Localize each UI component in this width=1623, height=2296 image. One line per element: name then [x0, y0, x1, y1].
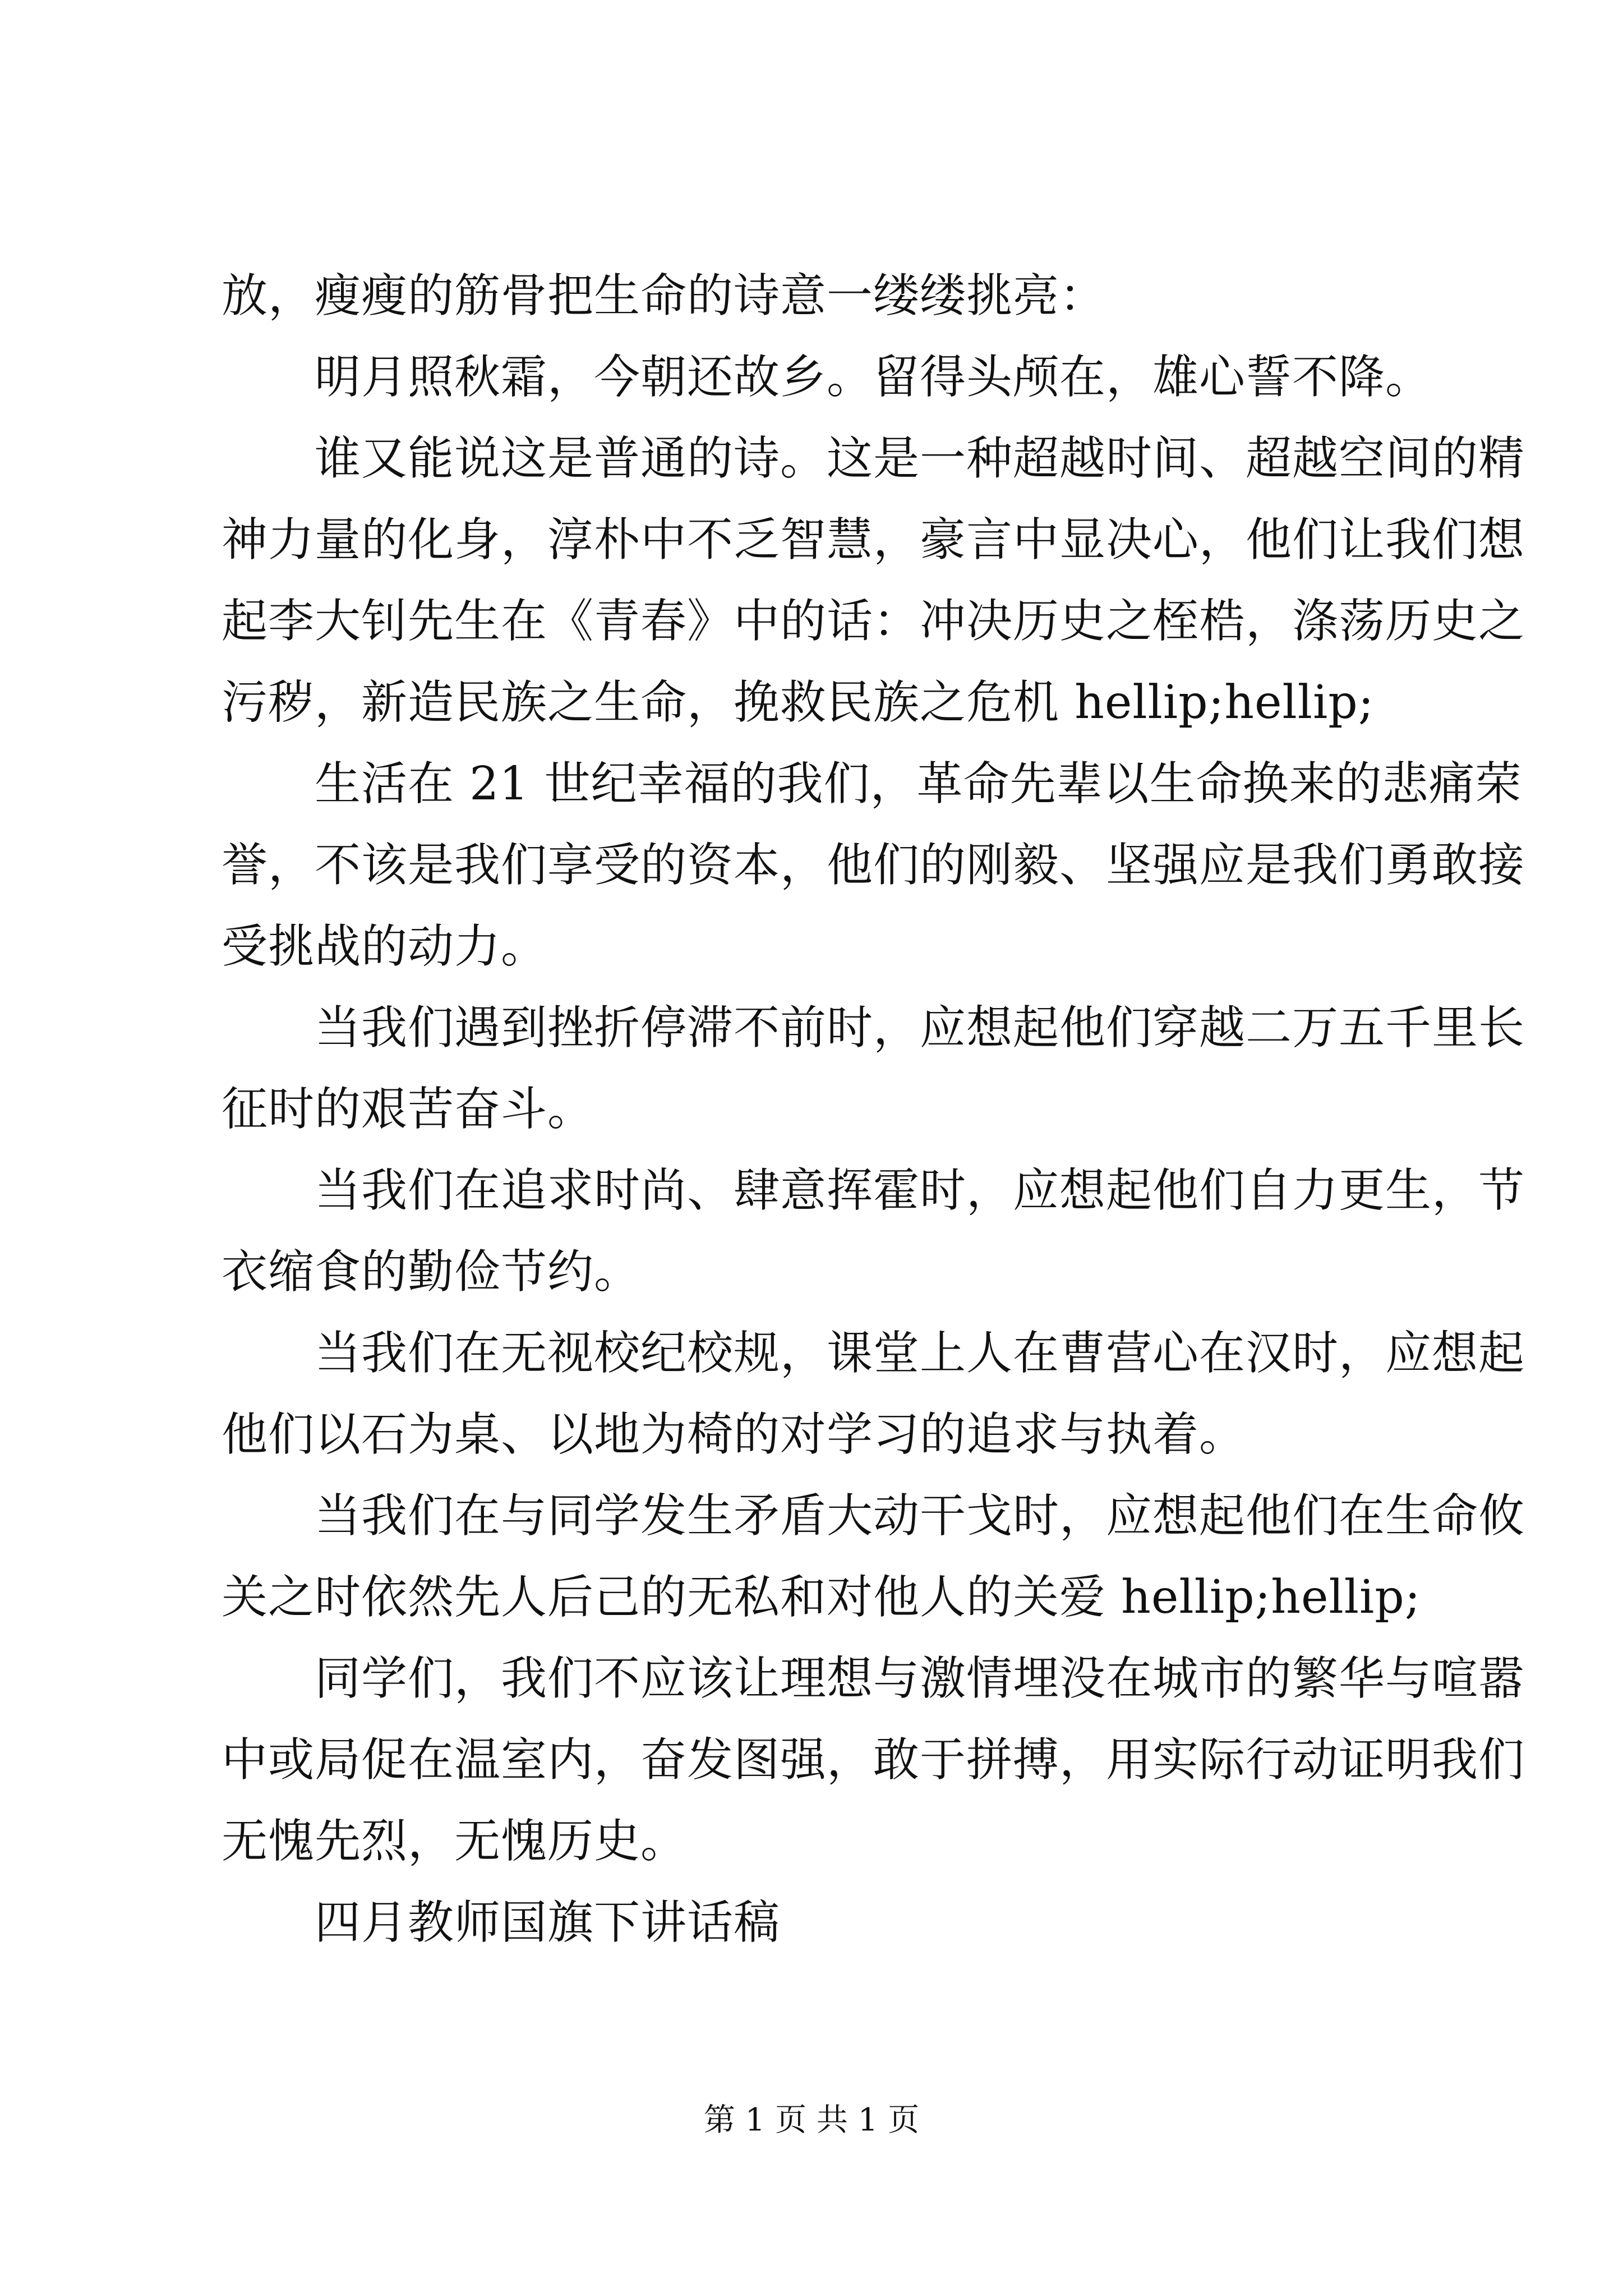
text-line: 受挑战的动力。 — [222, 920, 548, 973]
text-line: 征时的艰苦奋斗。 — [222, 1083, 594, 1136]
text-line: 誉，不该是我们享受的资本，他们的刚毅、坚强应是我们勇敢接 — [222, 839, 1525, 892]
text-line: 神力量的化身，淳朴中不乏智慧，豪言中显决心，他们让我们想 — [222, 513, 1525, 567]
text-line: 起李大钊先生在《青春》中的话：冲决历史之桎梏，涤荡历史之 — [222, 595, 1525, 648]
text-line: 无愧先烈，无愧历史。 — [222, 1815, 688, 1868]
text-line: 四月教师国旗下讲话稿 — [222, 1896, 781, 1949]
text-line: 污秽，新造民族之生命，挽救民族之危机 hellip;hellip; — [222, 676, 1375, 729]
text-line: 当我们遇到挫折停滞不前时，应想起他们穿越二万五千里长 — [222, 1001, 1525, 1055]
text-line: 生活在 21 世纪幸福的我们，革命先辈以生命换来的悲痛荣 — [222, 757, 1522, 811]
text-line: 他们以石为桌、以地为椅的对学习的追求与执着。 — [222, 1408, 1246, 1461]
text-line: 当我们在无视校纪校规，课堂上人在曹营心在汉时，应想起 — [222, 1327, 1525, 1380]
text-line: 当我们在追求时尚、肆意挥霍时，应想起他们自力更生，节 — [222, 1164, 1525, 1217]
page-footer: 第 1 页 共 1 页 — [703, 2102, 920, 2138]
text-line: 关之时依然先人后己的无私和对他人的关爱 hellip;hellip; — [222, 1571, 1421, 1624]
text-line: 衣缩食的勤俭节约。 — [222, 1245, 641, 1299]
text-line: 中或局促在温室内，奋发图强，敢于拼搏，用实际行动证明我们 — [222, 1733, 1525, 1787]
text-line: 放，瘦瘦的筋骨把生命的诗意一缕缕挑亮： — [222, 269, 1106, 323]
text-line: 当我们在与同学发生矛盾大动干戈时，应想起他们在生命攸 — [222, 1489, 1525, 1543]
text-line: 明月照秋霜，今朝还故乡。留得头颅在，雄心誓不降。 — [222, 351, 1432, 404]
text-line: 谁又能说这是普通的诗。这是一种超越时间、超越空间的精 — [222, 432, 1525, 485]
text-line: 同学们，我们不应该让理想与激情埋没在城市的繁华与喧嚣 — [222, 1652, 1525, 1705]
